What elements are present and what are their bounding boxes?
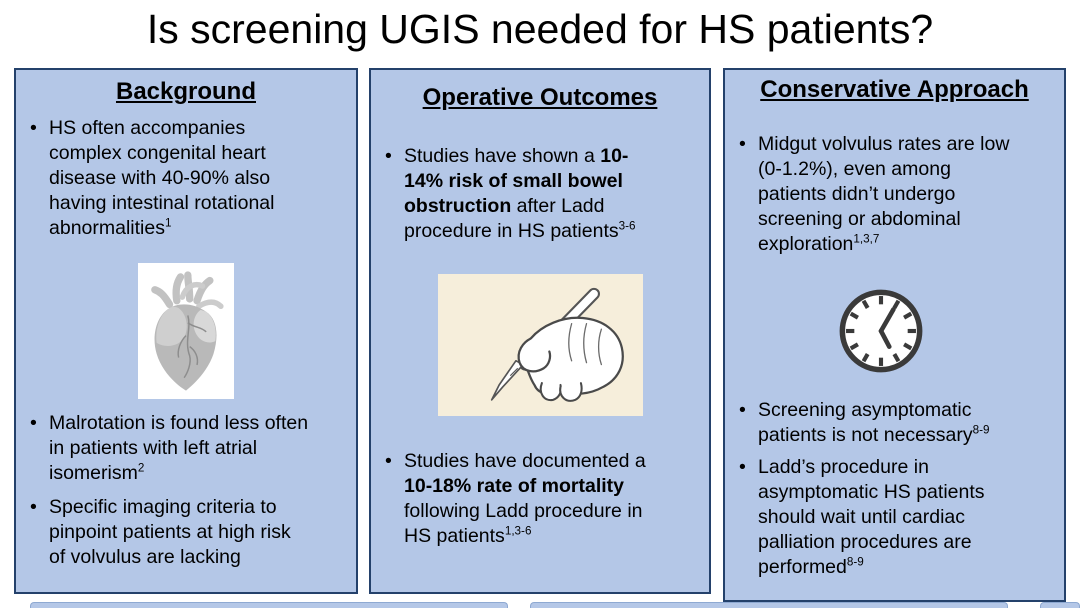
cutoff-panel-strip	[30, 602, 508, 608]
panel-operative-title: Operative Outcomes	[422, 84, 658, 111]
conservative-bullet-3	[725, 455, 1064, 580]
bullet-text: Specific imaging criteria to pinpoint patients at high risk of volvulus are lacking	[49, 496, 291, 568]
bullet-dot: •	[739, 399, 746, 421]
bullet-dot: •	[385, 145, 392, 167]
panel-operative-outcomes	[369, 68, 711, 594]
bullet-dot: •	[30, 496, 37, 518]
clock-image	[835, 285, 927, 377]
bullet-text: Studies have documented a 10-18% rate of mortality following Ladd procedure in HS patients$^{1,3-6}$	[404, 450, 646, 547]
panel-conservative-title: Conservative Approach	[760, 76, 1029, 103]
bullet-text: HS often accompanies complex congenital heart disease with 40-90% also having intestinal rotational abnormalities$^1$	[49, 117, 275, 239]
bullet-dot: •	[30, 412, 37, 434]
conservative-bullet-1	[725, 132, 1064, 257]
bullet-text: Malrotation is found less often in patients with left atrial isomerism$^2$	[49, 412, 309, 484]
bullet-dot: •	[739, 456, 746, 478]
bullet-dot: •	[385, 450, 392, 472]
bullet-text: Midgut volvulus rates are low (0-1.2%), even among patients didn’t undergo screening or abdominal exploration$^{1,3,7}$	[758, 133, 1010, 255]
bullet-text: Studies have shown a 10- 14% risk of small bowel obstruction after Ladd procedure in HS patients$^{3-6}$	[404, 145, 636, 242]
background-bullet-2	[16, 411, 356, 486]
panel-conservative-approach	[723, 68, 1066, 602]
bullet-text: Ladd’s procedure in asymptomatic HS patients should wait until cardiac palliation procedures are performed$^{8-9}$	[758, 456, 985, 578]
panel-background	[14, 68, 358, 594]
cutoff-panel-strip	[1040, 602, 1080, 608]
background-bullet-3	[16, 495, 356, 570]
bullet-dot: •	[739, 133, 746, 155]
cutoff-panel-strip	[530, 602, 1008, 608]
bullet-text: Screening asymptomatic patients is not necessary$^{8-9}$	[758, 399, 990, 446]
anatomical-heart-image	[138, 263, 234, 399]
slide-title: Is screening UGIS needed for HS patients?	[146, 6, 934, 52]
anatomical-heart-icon	[142, 267, 230, 395]
panel-background-title: Background	[115, 78, 256, 105]
background-bullet-1	[16, 116, 356, 241]
operative-bullet-2	[371, 449, 709, 549]
conservative-bullet-2	[725, 398, 1064, 448]
hand-holding-scalpel-image	[438, 274, 643, 416]
operative-bullet-1	[371, 144, 709, 244]
hand-holding-scalpel-icon	[443, 279, 638, 411]
bullet-dot: •	[30, 117, 37, 139]
clock-icon	[835, 285, 927, 377]
